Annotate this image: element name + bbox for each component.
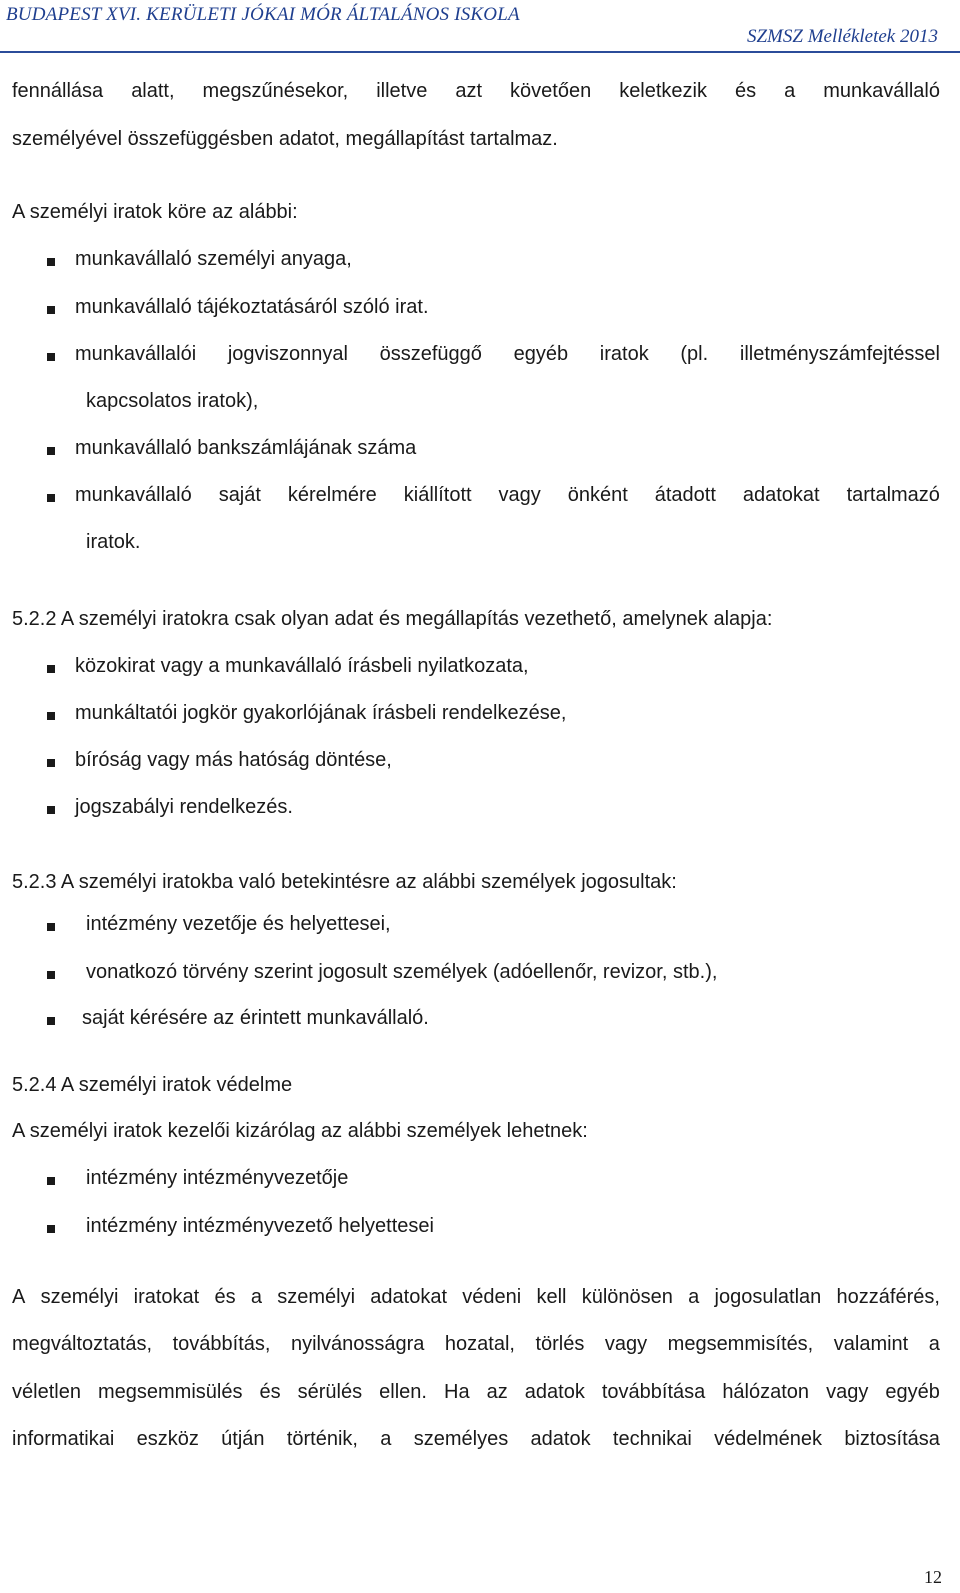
- word: egyéb: [885, 1381, 940, 1403]
- word: megváltoztatás,: [12, 1333, 153, 1355]
- section-524-intro: A személyi iratok kezelői kizárólag az alábbi személyek lehetnek:: [12, 1120, 588, 1142]
- bullet-icon: [47, 353, 55, 361]
- bullet-icon: [47, 306, 55, 314]
- word: illetve: [376, 80, 428, 102]
- intro-line-1: [12, 80, 940, 103]
- word: biztosítása: [844, 1428, 940, 1450]
- section-523-item-1: intézmény vezetője és helyettesei,: [86, 913, 391, 935]
- word: saját: [218, 484, 261, 506]
- word: Ha: [444, 1381, 470, 1403]
- word: ellen.: [379, 1381, 427, 1403]
- section-523-item-3: saját kérésére az érintett munkavállaló.: [82, 1007, 429, 1029]
- word: keletkezik: [619, 80, 707, 102]
- section-522-heading: 5.2.2 A személyi iratokra csak olyan adat és megállapítás vezethető, amelynek alapja:: [12, 608, 773, 630]
- section-522-item-4: jogszabályi rendelkezés.: [75, 796, 293, 818]
- word: a: [380, 1428, 392, 1450]
- word: adatok: [530, 1428, 591, 1450]
- word: személyi: [40, 1286, 119, 1308]
- word: átadott: [654, 484, 716, 506]
- word: adatok: [524, 1381, 585, 1403]
- word: továbbítása: [601, 1381, 706, 1403]
- iratok-item-5: [75, 484, 940, 507]
- word: (pl.: [680, 343, 709, 365]
- word: a: [784, 80, 796, 102]
- bullet-icon: [47, 494, 55, 502]
- bullet-icon: [47, 759, 55, 767]
- word: illetményszámfejtéssel: [739, 343, 940, 365]
- document-title: SZMSZ Mellékletek 2013: [746, 26, 938, 47]
- word: tartalmazó: [846, 484, 940, 506]
- bullet-icon: [47, 712, 55, 720]
- word: törlés: [535, 1333, 585, 1355]
- protection-line-2: [12, 1333, 940, 1356]
- word: sérülés: [297, 1381, 363, 1403]
- bullet-icon: [47, 258, 55, 266]
- word: vagy: [604, 1333, 648, 1355]
- header-divider: [0, 51, 960, 53]
- word: védelmének: [714, 1428, 822, 1450]
- protection-line-3: [12, 1381, 940, 1404]
- word: vagy: [826, 1381, 869, 1403]
- iratok-heading: A személyi iratok köre az alábbi:: [12, 201, 298, 223]
- word: adatokat: [370, 1286, 448, 1308]
- iratok-item-3-cont: kapcsolatos iratok),: [86, 390, 259, 412]
- word: eszköz: [136, 1428, 199, 1450]
- word: kell: [536, 1286, 567, 1308]
- bullet-icon: [47, 923, 55, 931]
- word: továbbítás,: [172, 1333, 271, 1355]
- word: véletlen: [12, 1381, 81, 1403]
- bullet-icon: [47, 806, 55, 814]
- iratok-item-2: munkavállaló tájékoztatásáról szóló irat.: [75, 296, 429, 318]
- word: A: [12, 1286, 26, 1308]
- word: megszűnésekor,: [202, 80, 349, 102]
- section-524-item-1: intézmény intézményvezetője: [86, 1167, 349, 1189]
- word: kérelmére: [287, 484, 377, 506]
- word: jogviszonnyal: [227, 343, 348, 365]
- word: jogosulatlan: [714, 1286, 822, 1308]
- word: megsemmisítés,: [667, 1333, 814, 1355]
- protection-line-4: [12, 1428, 940, 1451]
- word: hozzáférés,: [836, 1286, 940, 1308]
- word: történik,: [286, 1428, 358, 1450]
- bullet-icon: [47, 1017, 55, 1025]
- word: technikai: [612, 1428, 692, 1450]
- iratok-item-1: munkavállaló személyi anyaga,: [75, 248, 352, 270]
- iratok-item-4: munkavállaló bankszámlájának száma: [75, 437, 417, 459]
- word: önként: [567, 484, 628, 506]
- word: adatokat: [742, 484, 820, 506]
- school-name: BUDAPEST XVI. KERÜLETI JÓKAI MÓR ÁLTALÁNOS ISKOLA: [6, 4, 520, 25]
- word: valamint: [833, 1333, 909, 1355]
- section-523-item-2: vonatkozó törvény szerint jogosult személyek (adóellenőr, revizor, stb.),: [86, 961, 718, 983]
- word: a: [688, 1286, 700, 1308]
- word: a: [928, 1333, 940, 1355]
- word: különösen: [581, 1286, 673, 1308]
- word: és: [214, 1286, 236, 1308]
- word: informatikai: [12, 1428, 115, 1450]
- bullet-icon: [47, 1177, 55, 1185]
- word: megsemmisülés: [97, 1381, 243, 1403]
- section-522-item-2: munkáltatói jogkör gyakorlójának írásbeli rendelkezése,: [75, 702, 567, 724]
- word: és: [735, 80, 757, 102]
- word: munkavállaló: [823, 80, 940, 102]
- iratok-item-5-cont: iratok.: [86, 531, 141, 553]
- section-522-item-3: bíróság vagy más hatóság döntése,: [75, 749, 392, 771]
- word: fennállása: [12, 80, 104, 102]
- word: iratok: [599, 343, 649, 365]
- bullet-icon: [47, 1225, 55, 1233]
- section-522-item-1: közokirat vagy a munkavállaló írásbeli nyilatkozata,: [75, 655, 529, 677]
- iratok-item-3: [75, 343, 940, 366]
- section-524-item-2: intézmény intézményvezető helyettesei: [86, 1215, 434, 1237]
- protection-line-1: [12, 1286, 940, 1309]
- word: iratokat: [133, 1286, 200, 1308]
- word: hozatal,: [444, 1333, 515, 1355]
- word: hálózaton: [722, 1381, 810, 1403]
- word: a: [250, 1286, 262, 1308]
- word: alatt,: [131, 80, 175, 102]
- word: vagy: [498, 484, 541, 506]
- word: munkavállaló: [75, 484, 192, 506]
- word: útján: [221, 1428, 265, 1450]
- word: összefüggő: [379, 343, 482, 365]
- word: és: [259, 1381, 281, 1403]
- word: az: [486, 1381, 508, 1403]
- bullet-icon: [47, 971, 55, 979]
- word: kiállított: [403, 484, 472, 506]
- word: egyéb: [513, 343, 569, 365]
- page-number: 12: [924, 1567, 942, 1587]
- word: munkavállalói: [75, 343, 197, 365]
- intro-line-2: személyével összefüggésben adatot, megállapítást tartalmaz.: [12, 128, 558, 150]
- word: követően: [510, 80, 592, 102]
- bullet-icon: [47, 447, 55, 455]
- page-header: [0, 0, 960, 50]
- section-523-heading: 5.2.3 A személyi iratokba való betekintésre az alábbi személyek jogosultak:: [12, 871, 677, 893]
- section-524-heading: 5.2.4 A személyi iratok védelme: [12, 1074, 293, 1096]
- word: védeni: [462, 1286, 522, 1308]
- word: nyilvánosságra: [290, 1333, 425, 1355]
- word: személyes: [413, 1428, 509, 1450]
- word: személyi: [277, 1286, 356, 1308]
- word: azt: [455, 80, 483, 102]
- bullet-icon: [47, 665, 55, 673]
